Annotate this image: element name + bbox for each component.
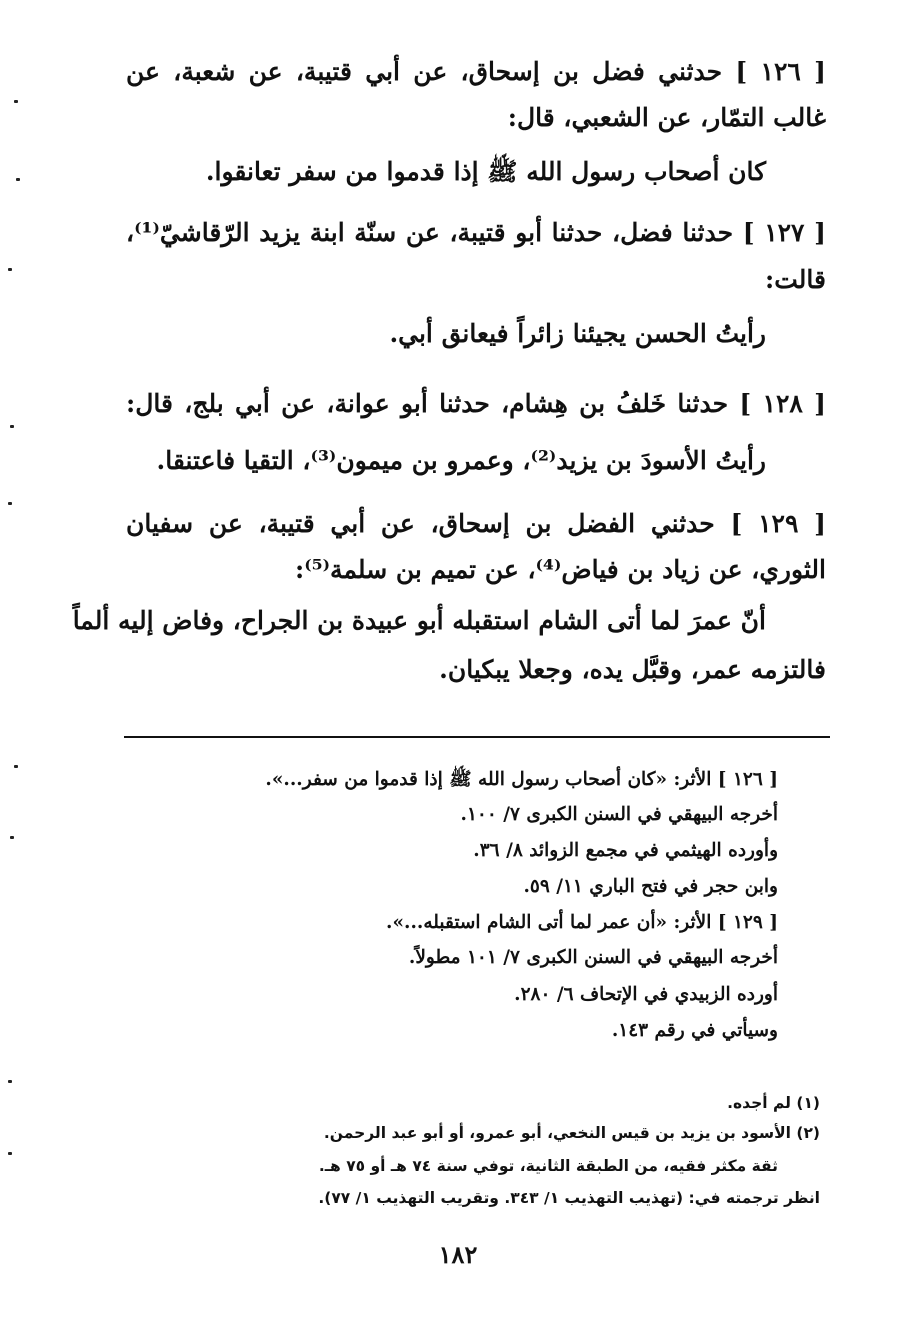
ref-line: [ ١٢٩ ] الأثر: «أن عمر لما أتى الشام استقبله...». xyxy=(386,912,778,933)
footnote-divider xyxy=(124,736,830,738)
scan-speck xyxy=(8,268,12,271)
footnote: ثقة مكثر فقيه، من الطبقة الثانية، توفي سنة ٧٤ هـ أو ٧٥ هـ. xyxy=(318,1157,778,1175)
text-line-128-a: [ ١٢٨ ] حدثنا خَلفُ بن هِشام، حدثنا أبو عوانة، عن أبي بلج، قال: xyxy=(126,389,826,418)
text-line-129-a: [ ١٢٩ ] حدثني الفضل بن إسحاق، عن أبي قتيبة، عن سفيان xyxy=(126,509,826,538)
text-line-126-b: غالب التمّار، عن الشعبي، قال: xyxy=(507,103,826,132)
footnote: (٢) الأسود بن يزيد بن قيس النخعي، أبو عمرو، أو أبو عبد الرحمن. xyxy=(323,1124,820,1142)
text-line-128-b: رأيتُ الأسودَ بن يزيد⁽²⁾، وعمرو بن ميمون⁽³⁾، التقيا فاعتنقا. xyxy=(156,446,766,475)
scan-speck xyxy=(8,1080,12,1083)
scan-speck xyxy=(10,425,14,428)
ref-line: وأورده الهيثمي في مجمع الزوائد ٨/ ٣٦. xyxy=(473,840,778,861)
ref-line: أخرجه البيهقي في السنن الكبرى ٧/ ١٠٠. xyxy=(460,804,778,825)
footnote: انظر ترجمته في: (تهذيب التهذيب ١/ ٣٤٣. وتقريب التهذيب ١/ ٧٧). xyxy=(318,1189,820,1207)
text-line-129-d: فالتزمه عمر، وقبَّل يده، وجعلا يبكيان. xyxy=(439,655,826,684)
ref-line: وسيأتي في رقم ١٤٣. xyxy=(611,1020,778,1041)
text-line-129-b: الثوري، عن زياد بن فياض⁽⁴⁾، عن تميم بن سلمة⁽⁵⁾: xyxy=(294,555,826,584)
scan-speck xyxy=(14,765,18,768)
ref-line: أورده الزبيدي في الإتحاف ٦/ ٢٨٠. xyxy=(514,984,778,1005)
text-line-126-a: [ ١٢٦ ] حدثني فضل بن إسحاق، عن أبي قتيبة، عن شعبة، عن xyxy=(126,57,826,86)
scan-speck xyxy=(16,178,20,181)
ref-line: أخرجه البيهقي في السنن الكبرى ٧/ ١٠١ مطولاً. xyxy=(408,947,778,968)
ref-line: وابن حجر في فتح الباري ١١/ ٥٩. xyxy=(523,876,778,897)
text-line-127-c: رأيتُ الحسن يجيئنا زائراً فيعانق أبي. xyxy=(389,319,766,348)
ref-line: [ ١٢٦ ] الأثر: «كان أصحاب رسول الله ﷺ إذا قدموا من سفر...». xyxy=(265,769,778,790)
text-line-127-b: قالت: xyxy=(765,265,826,294)
scan-speck xyxy=(10,836,14,839)
scan-speck xyxy=(8,502,12,505)
text-line-127-a: [ ١٢٧ ] حدثنا فضل، حدثنا أبو قتيبة، عن سنّة ابنة يزيد الرّقاشيّ⁽¹⁾، xyxy=(126,218,826,247)
text-line-129-c: أنّ عمرَ لما أتى الشام استقبله أبو عبيدة بن الجراح، وفاض إليه ألماً xyxy=(72,606,766,635)
scan-speck xyxy=(8,1152,12,1155)
page-number: ١٨٢ xyxy=(438,1240,478,1269)
scan-speck xyxy=(14,100,18,103)
footnote: (١) لم أجده. xyxy=(727,1094,820,1112)
text-line-126-c: كان أصحاب رسول الله ﷺ إذا قدموا من سفر تعانقوا. xyxy=(205,157,766,186)
